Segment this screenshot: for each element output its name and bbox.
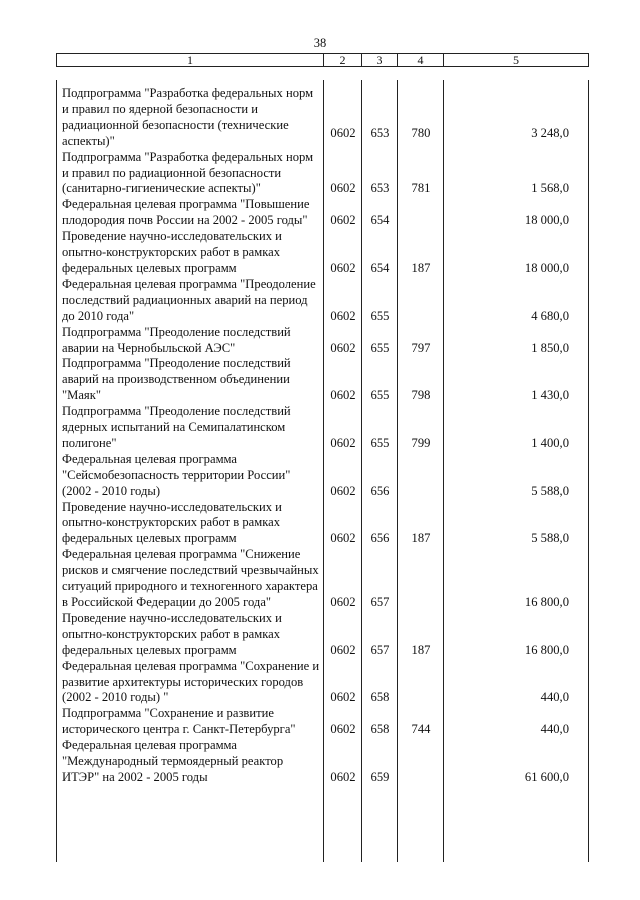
column-header-5: 5: [513, 53, 519, 67]
row-amount: 18 000,0: [524, 260, 569, 275]
row-code-section: 0602: [330, 531, 356, 546]
row-description: Подпрограмма "Преодоление последствий ядерных испытаний на Семипалатинском полигоне": [62, 404, 291, 450]
table-row: [57, 86, 588, 150]
row-code-expense: 187: [411, 260, 431, 275]
row-code-target: 655: [370, 340, 390, 355]
row-code-expense: 744: [411, 722, 431, 737]
row-description: Проведение научно-исследовательских и опытно-конструкторских работ в рамках федеральных целевых программ: [62, 610, 282, 657]
row-description: Проведение научно-исследовательских и опытно-конструкторских работ в рамках федеральных целевых программ: [62, 229, 282, 275]
row-description: Федеральная целевая программа "Повышение плодородия почв России на 2002 - 2005 годы": [62, 197, 310, 228]
table-row: [57, 738, 588, 786]
row-code-section: 0602: [330, 181, 356, 196]
row-amount: 440,0: [540, 690, 569, 705]
row-code-target: 657: [370, 595, 390, 609]
row-amount: 61 600,0: [524, 769, 569, 784]
row-code-target: 656: [370, 483, 390, 498]
table-row: [57, 547, 588, 611]
row-description: Федеральная целевая программа "Преодоление последствий радиационных аварий на период до 2010 года": [62, 276, 316, 323]
row-code-section: 0602: [330, 483, 356, 498]
row-code-section: 0602: [330, 260, 356, 275]
row-code-target: 658: [370, 690, 390, 705]
row-amount: 5 588,0: [531, 531, 569, 546]
row-code-expense: 797: [411, 340, 431, 355]
table-row: [57, 611, 588, 659]
column-header-1: 1: [57, 54, 324, 66]
row-description: Проведение научно-исследовательских и опытно-конструкторских работ в рамках федеральных целевых программ: [62, 499, 282, 546]
row-code-expense: 187: [411, 642, 431, 657]
table-row: [57, 356, 588, 404]
table-row: [57, 452, 588, 500]
row-code-target: 653: [370, 125, 390, 140]
row-code-section: 0602: [330, 340, 356, 355]
row-description: Подпрограмма "Разработка федеральных норм и правил по радиационной безопасности (санитарно-гигиенические аспекты)": [62, 149, 314, 196]
table-body: [57, 86, 588, 786]
column-header-2: 2: [324, 54, 362, 66]
row-description: Федеральная целевая программа "Сейсмобезопасность территории России" (2002 - 2010 годы): [62, 451, 291, 498]
row-code-section: 0602: [330, 690, 356, 705]
row-code-section: 0602: [330, 308, 356, 323]
row-description: Федеральная целевая программа "Снижение рисков и смягчение последствий чрезвычайных ситуаций природного и техногенного характера в Российской Федерации до 2005 года": [62, 547, 319, 609]
row-code-section: 0602: [330, 125, 356, 140]
row-amount: 440,0: [540, 722, 569, 737]
row-code-target: 654: [370, 260, 390, 275]
row-code-expense: 781: [411, 181, 431, 196]
row-amount: 1 430,0: [531, 388, 569, 403]
table-row: [57, 150, 588, 198]
row-code-section: 0602: [330, 769, 356, 784]
row-code-target: 655: [370, 435, 390, 450]
row-amount: 16 800,0: [524, 595, 569, 609]
column-header-3: 3: [362, 54, 398, 66]
table-row: [57, 659, 588, 707]
row-code-target: 655: [370, 308, 390, 323]
row-amount: 1 568,0: [531, 181, 569, 196]
table-row: [57, 325, 588, 357]
table-row: [57, 500, 588, 548]
row-code-section: 0602: [330, 722, 356, 737]
table-row: [57, 404, 588, 452]
table-row: [57, 277, 588, 325]
row-code-target: 659: [370, 769, 390, 784]
row-code-expense: 799: [411, 435, 431, 450]
table-row: [57, 706, 588, 738]
table-row: [57, 229, 588, 277]
row-code-expense: 798: [411, 388, 431, 403]
column-header-4: 4: [398, 54, 444, 66]
row-description: Подпрограмма "Сохранение и развитие исторического центра г. Санкт-Петербурга": [62, 706, 296, 737]
row-code-target: 654: [370, 213, 390, 228]
row-code-target: 658: [370, 722, 390, 737]
row-description: Подпрограмма "Преодоление последствий аварии на Чернобыльской АЭС": [62, 324, 291, 355]
row-code-section: 0602: [330, 213, 356, 228]
row-code-target: 656: [370, 531, 390, 546]
row-code-target: 657: [370, 642, 390, 657]
row-code-expense: 187: [411, 531, 431, 546]
row-code-section: 0602: [330, 642, 356, 657]
page-number: 38: [313, 36, 327, 50]
row-description: Подпрограмма "Преодоление последствий аварий на производственном объединении "Маяк": [62, 356, 291, 403]
row-code-target: 655: [370, 388, 390, 403]
row-code-target: 653: [370, 181, 390, 196]
row-amount: 4 680,0: [531, 308, 569, 323]
row-description: Подпрограмма "Разработка федеральных норм и правил по ядерной безопасности и радиационной безопасности (технические аспекты)": [62, 86, 314, 148]
row-code-section: 0602: [330, 595, 356, 609]
column-header-row: [56, 53, 589, 67]
row-amount: 18 000,0: [524, 213, 569, 228]
row-code-section: 0602: [330, 388, 356, 403]
budget-table: [56, 80, 589, 862]
row-amount: 16 800,0: [524, 642, 569, 657]
row-description: Федеральная целевая программа "Международный термоядерный реактор ИТЭР" на 2002 - 2005 годы: [62, 738, 284, 784]
row-code-section: 0602: [330, 435, 356, 450]
table-row: [57, 197, 588, 229]
row-amount: 1 850,0: [531, 340, 569, 355]
row-amount: 5 588,0: [531, 483, 569, 498]
row-description: Федеральная целевая программа "Сохранение и развитие архитектуры исторических городов (2002 - 2010 годы) ": [62, 658, 320, 705]
row-code-expense: 780: [411, 125, 431, 140]
row-amount: 3 248,0: [531, 125, 569, 140]
row-amount: 1 400,0: [531, 435, 569, 450]
